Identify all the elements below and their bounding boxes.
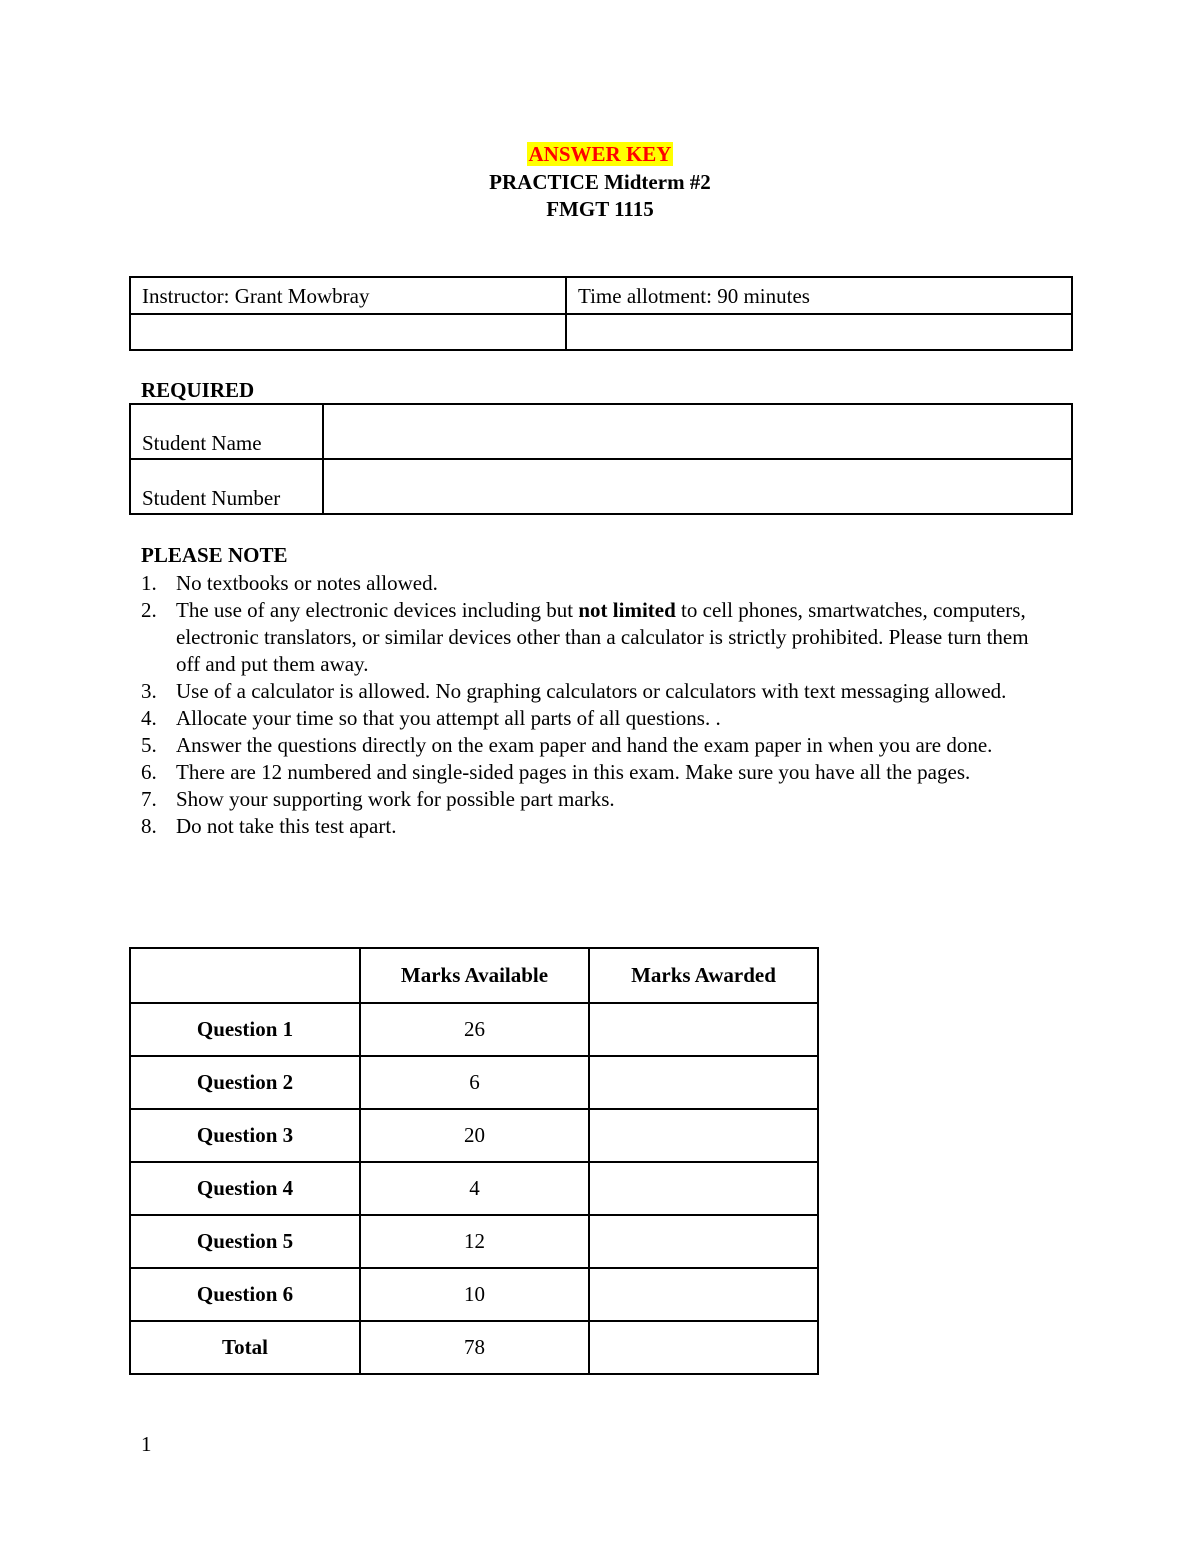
marks-awarded-cell — [589, 1215, 818, 1268]
required-heading: REQUIRED — [141, 378, 255, 402]
student-number-field[interactable] — [323, 459, 1072, 514]
marks-available-header: Marks Available — [360, 948, 589, 1003]
marks-awarded-cell — [589, 1109, 818, 1162]
please-note-heading: PLEASE NOTE — [141, 543, 288, 567]
list-item: 2. The use of any electronic devices including but not limited to cell phones, smartwatches, computers, electronic translators, or similar devices other than a calculator is strictly prohibited. Please turn them off and put them away. — [141, 598, 1029, 676]
table-row — [130, 1003, 818, 1056]
marks-awarded-cell — [589, 1003, 818, 1056]
total-label: Total — [130, 1321, 360, 1374]
total-awarded-cell — [589, 1321, 818, 1374]
total-available-value: 78 — [360, 1321, 589, 1374]
marks-table — [129, 947, 819, 1375]
marks-awarded-header: Marks Awarded — [589, 948, 818, 1003]
exam-info-table — [129, 276, 1073, 351]
marks-available-value: 12 — [360, 1215, 589, 1268]
time-allotment-cell: Time allotment: 90 minutes — [566, 277, 1072, 314]
marks-awarded-cell — [589, 1162, 818, 1215]
question-label: Question 3 — [130, 1109, 360, 1162]
empty-header-cell — [130, 948, 360, 1003]
question-label: Question 2 — [130, 1056, 360, 1109]
marks-available-value: 26 — [360, 1003, 589, 1056]
marks-awarded-cell — [589, 1268, 818, 1321]
empty-info-cell — [130, 314, 566, 350]
instructor-cell: Instructor: Grant Mowbray — [130, 277, 566, 314]
marks-available-value: 4 — [360, 1162, 589, 1215]
notes-list — [141, 570, 1041, 840]
student-number-label: Student Number — [130, 459, 323, 514]
list-item: 8. Do not take this test apart. — [141, 814, 397, 838]
list-item: 1. No textbooks or notes allowed. — [141, 571, 438, 595]
question-label: Question 1 — [130, 1003, 360, 1056]
question-label: Question 6 — [130, 1268, 360, 1321]
marks-available-value: 10 — [360, 1268, 589, 1321]
table-row — [130, 1109, 818, 1162]
list-item: 3. Use of a calculator is allowed. No graphing calculators or calculators with text messaging allowed. — [141, 679, 1007, 703]
answer-key-heading: ANSWER KEY — [528, 142, 672, 166]
table-header-row — [130, 948, 818, 1003]
marks-awarded-cell — [589, 1056, 818, 1109]
page-number: 1 — [141, 1432, 152, 1456]
course-code: FMGT 1115 — [546, 197, 654, 221]
exam-title: PRACTICE Midterm #2 — [489, 170, 711, 194]
question-label: Question 4 — [130, 1162, 360, 1215]
marks-available-value: 6 — [360, 1056, 589, 1109]
table-row — [130, 1056, 818, 1109]
question-label: Question 5 — [130, 1215, 360, 1268]
table-row — [130, 1162, 818, 1215]
empty-info-cell — [566, 314, 1072, 350]
list-item: 4. Allocate your time so that you attempt all parts of all questions. . — [141, 706, 721, 730]
student-name-label: Student Name — [130, 404, 323, 459]
table-row — [130, 1268, 818, 1321]
table-row — [130, 1215, 818, 1268]
marks-available-value: 20 — [360, 1109, 589, 1162]
list-item: 5. Answer the questions directly on the exam paper and hand the exam paper in when you are done. — [141, 733, 993, 757]
list-item: 7. Show your supporting work for possible part marks. — [141, 787, 615, 811]
student-info-table — [129, 403, 1073, 515]
student-name-field[interactable] — [323, 404, 1072, 459]
list-item: 6. There are 12 numbered and single-sided pages in this exam. Make sure you have all the pages. — [141, 760, 971, 784]
table-row — [130, 1321, 818, 1374]
